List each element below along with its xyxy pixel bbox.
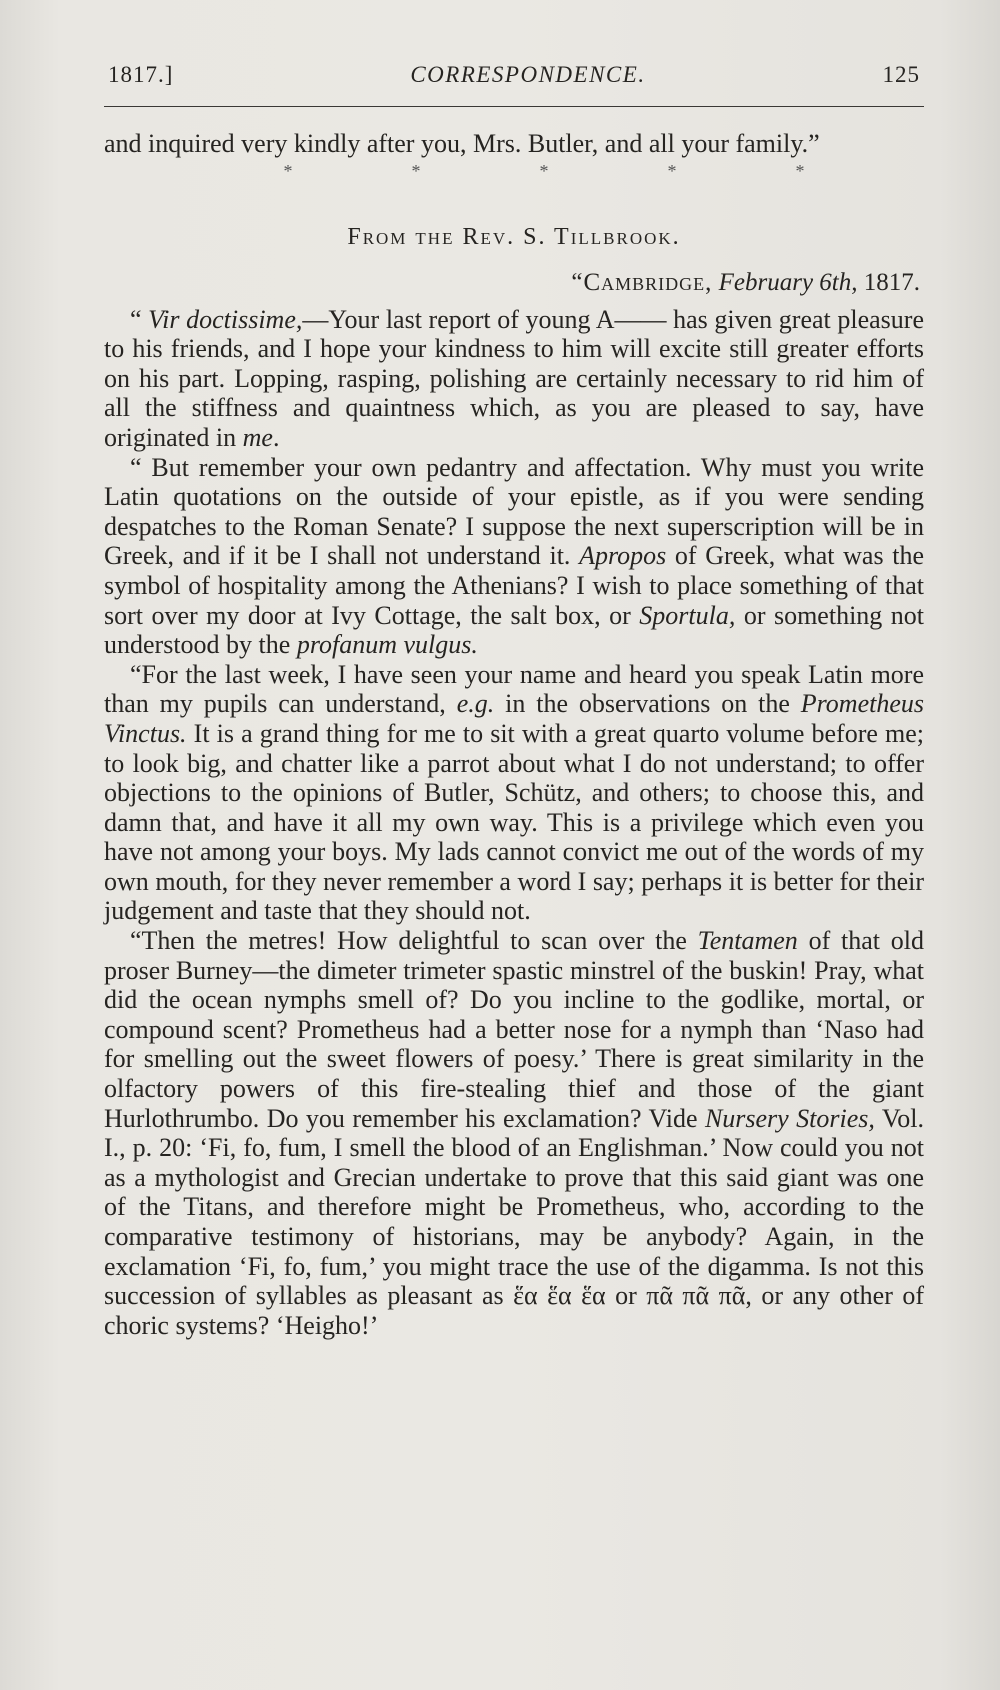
separator-star: *: [539, 160, 549, 181]
italic-run: Nursery Stories,: [704, 1103, 875, 1133]
header-title: CORRESPONDENCE.: [410, 62, 646, 87]
letter-paragraph-4: [104, 926, 924, 1340]
greek-text: πᾶ πᾶ πᾶ,: [646, 1281, 752, 1311]
text-run: or: [605, 1281, 647, 1311]
italic-run: Tentamen: [697, 926, 798, 956]
italic-run: Sportula,: [639, 600, 736, 630]
italic-run: profanum vulgus.: [296, 630, 478, 660]
header-year: 1817.]: [108, 62, 174, 87]
text-run: “ But remember your own pedantry and affectation. Why must you write Latin quotations on the outside of your epistle, as if you were sending despatches to the Roman Senate? I suppose the next superscription will be in Greek, and if it be I shall not understand it.: [104, 452, 924, 571]
text-run: “Then the metres! How delightful to scan over the: [130, 926, 698, 956]
italic-run: Apropos: [579, 541, 667, 571]
text-run: Vol. I., p. 20: ‘Fi, fo, fum, I smell the blood of an Englishman.’ Now could you not as a mythologist and Grecian undertake to prove that this said giant was one of the Titans, and therefore might be Prometheus, who, according to the comparative testimony of historians, may be anybody? Again, in the exclamation ‘Fi, fo, fum,’ you might trace the use of the digamma. Is not this succession of syllables as pleasant as: [104, 1103, 924, 1311]
greek-text: ἕα ἕα ἕα: [513, 1281, 606, 1311]
running-head: [104, 62, 924, 96]
dateline-year: 1817.: [863, 268, 920, 296]
separator-star: *: [283, 160, 293, 181]
dateline-place: “Cambridge,: [571, 268, 713, 296]
text-run: in the observations on the: [494, 689, 801, 719]
italic-run: me: [242, 422, 273, 452]
letter-paragraph-2: [104, 453, 924, 660]
text-run: or any other of choric systems? ‘Heigho!’: [104, 1281, 924, 1340]
text-run: of that old proser Burney—the dimeter trimeter spastic minstrel of the buskin! Pray, what did the ocean nymphs smell of? Do you incline to the godlike, mortal, or compound scent? Prometheus had a better nose for a nymph than ‘Naso had for smelling out the sweet flowers of poesy.’ There is great similarity in the olfactory powers of this fire-stealing thief and those of the giant Hurlothrumbo. Do you remember his exclamation? Vide: [104, 926, 924, 1133]
letter-heading: From the Rev. S. Tillbrook.: [347, 223, 681, 250]
dateline-date: February 6th,: [718, 268, 858, 296]
letter-paragraph-1: [104, 305, 924, 453]
opening-paragraph: [104, 129, 924, 159]
page-number: 125: [882, 62, 920, 87]
section-separator: [104, 161, 924, 182]
text-run: .: [272, 422, 280, 452]
opening-text: and inquired very kindly after you, Mrs. Butler, and all your family.”: [104, 129, 820, 158]
text-run: “: [130, 304, 149, 334]
separator-star: *: [411, 160, 421, 181]
header-rule: [104, 106, 924, 107]
separator-star: *: [667, 160, 677, 181]
italic-run: Prometheus Vinctus.: [104, 689, 924, 748]
text-run: “For the last week, I have seen your name and heard you speak Latin more than my pupils can understand,: [104, 659, 924, 719]
text-run: of Greek, what was the symbol of hospitality among the Athenians? I wish to place something of that sort over my door at Ivy Cottage, the salt box, or: [104, 541, 924, 630]
letter-dateline: [104, 269, 920, 297]
letter-paragraph-3: [104, 660, 924, 926]
text-run: —Your last report of young A—— has given great pleasure to his friends, and I hope your kindness to him will excite still greater efforts on his part. Lopping, rasping, polishing are certainly necessary to rid him of all the stiffness and quaintness which, as you are pleased to say, have originated in: [104, 304, 924, 452]
separator-star: *: [795, 160, 805, 181]
text-run: It is a grand thing for me to sit with a great quarto volume before me; to look big, and chatter like a parrot about what I do not understand; to offer objections to the opinions of Butler, Schütz, and others; to choose this, and damn that, and have it all my own way. This is a privilege which even you have not among your boys. My lads cannot convict me out of the words of my own mouth, for they never remember a word I say; perhaps it is better for their judgement and taste that they should not.: [104, 718, 924, 926]
text-run: or something not understood by the: [104, 600, 924, 660]
italic-run: e.g.: [456, 689, 495, 719]
salutation-italic: Vir doctissime,: [148, 304, 303, 334]
